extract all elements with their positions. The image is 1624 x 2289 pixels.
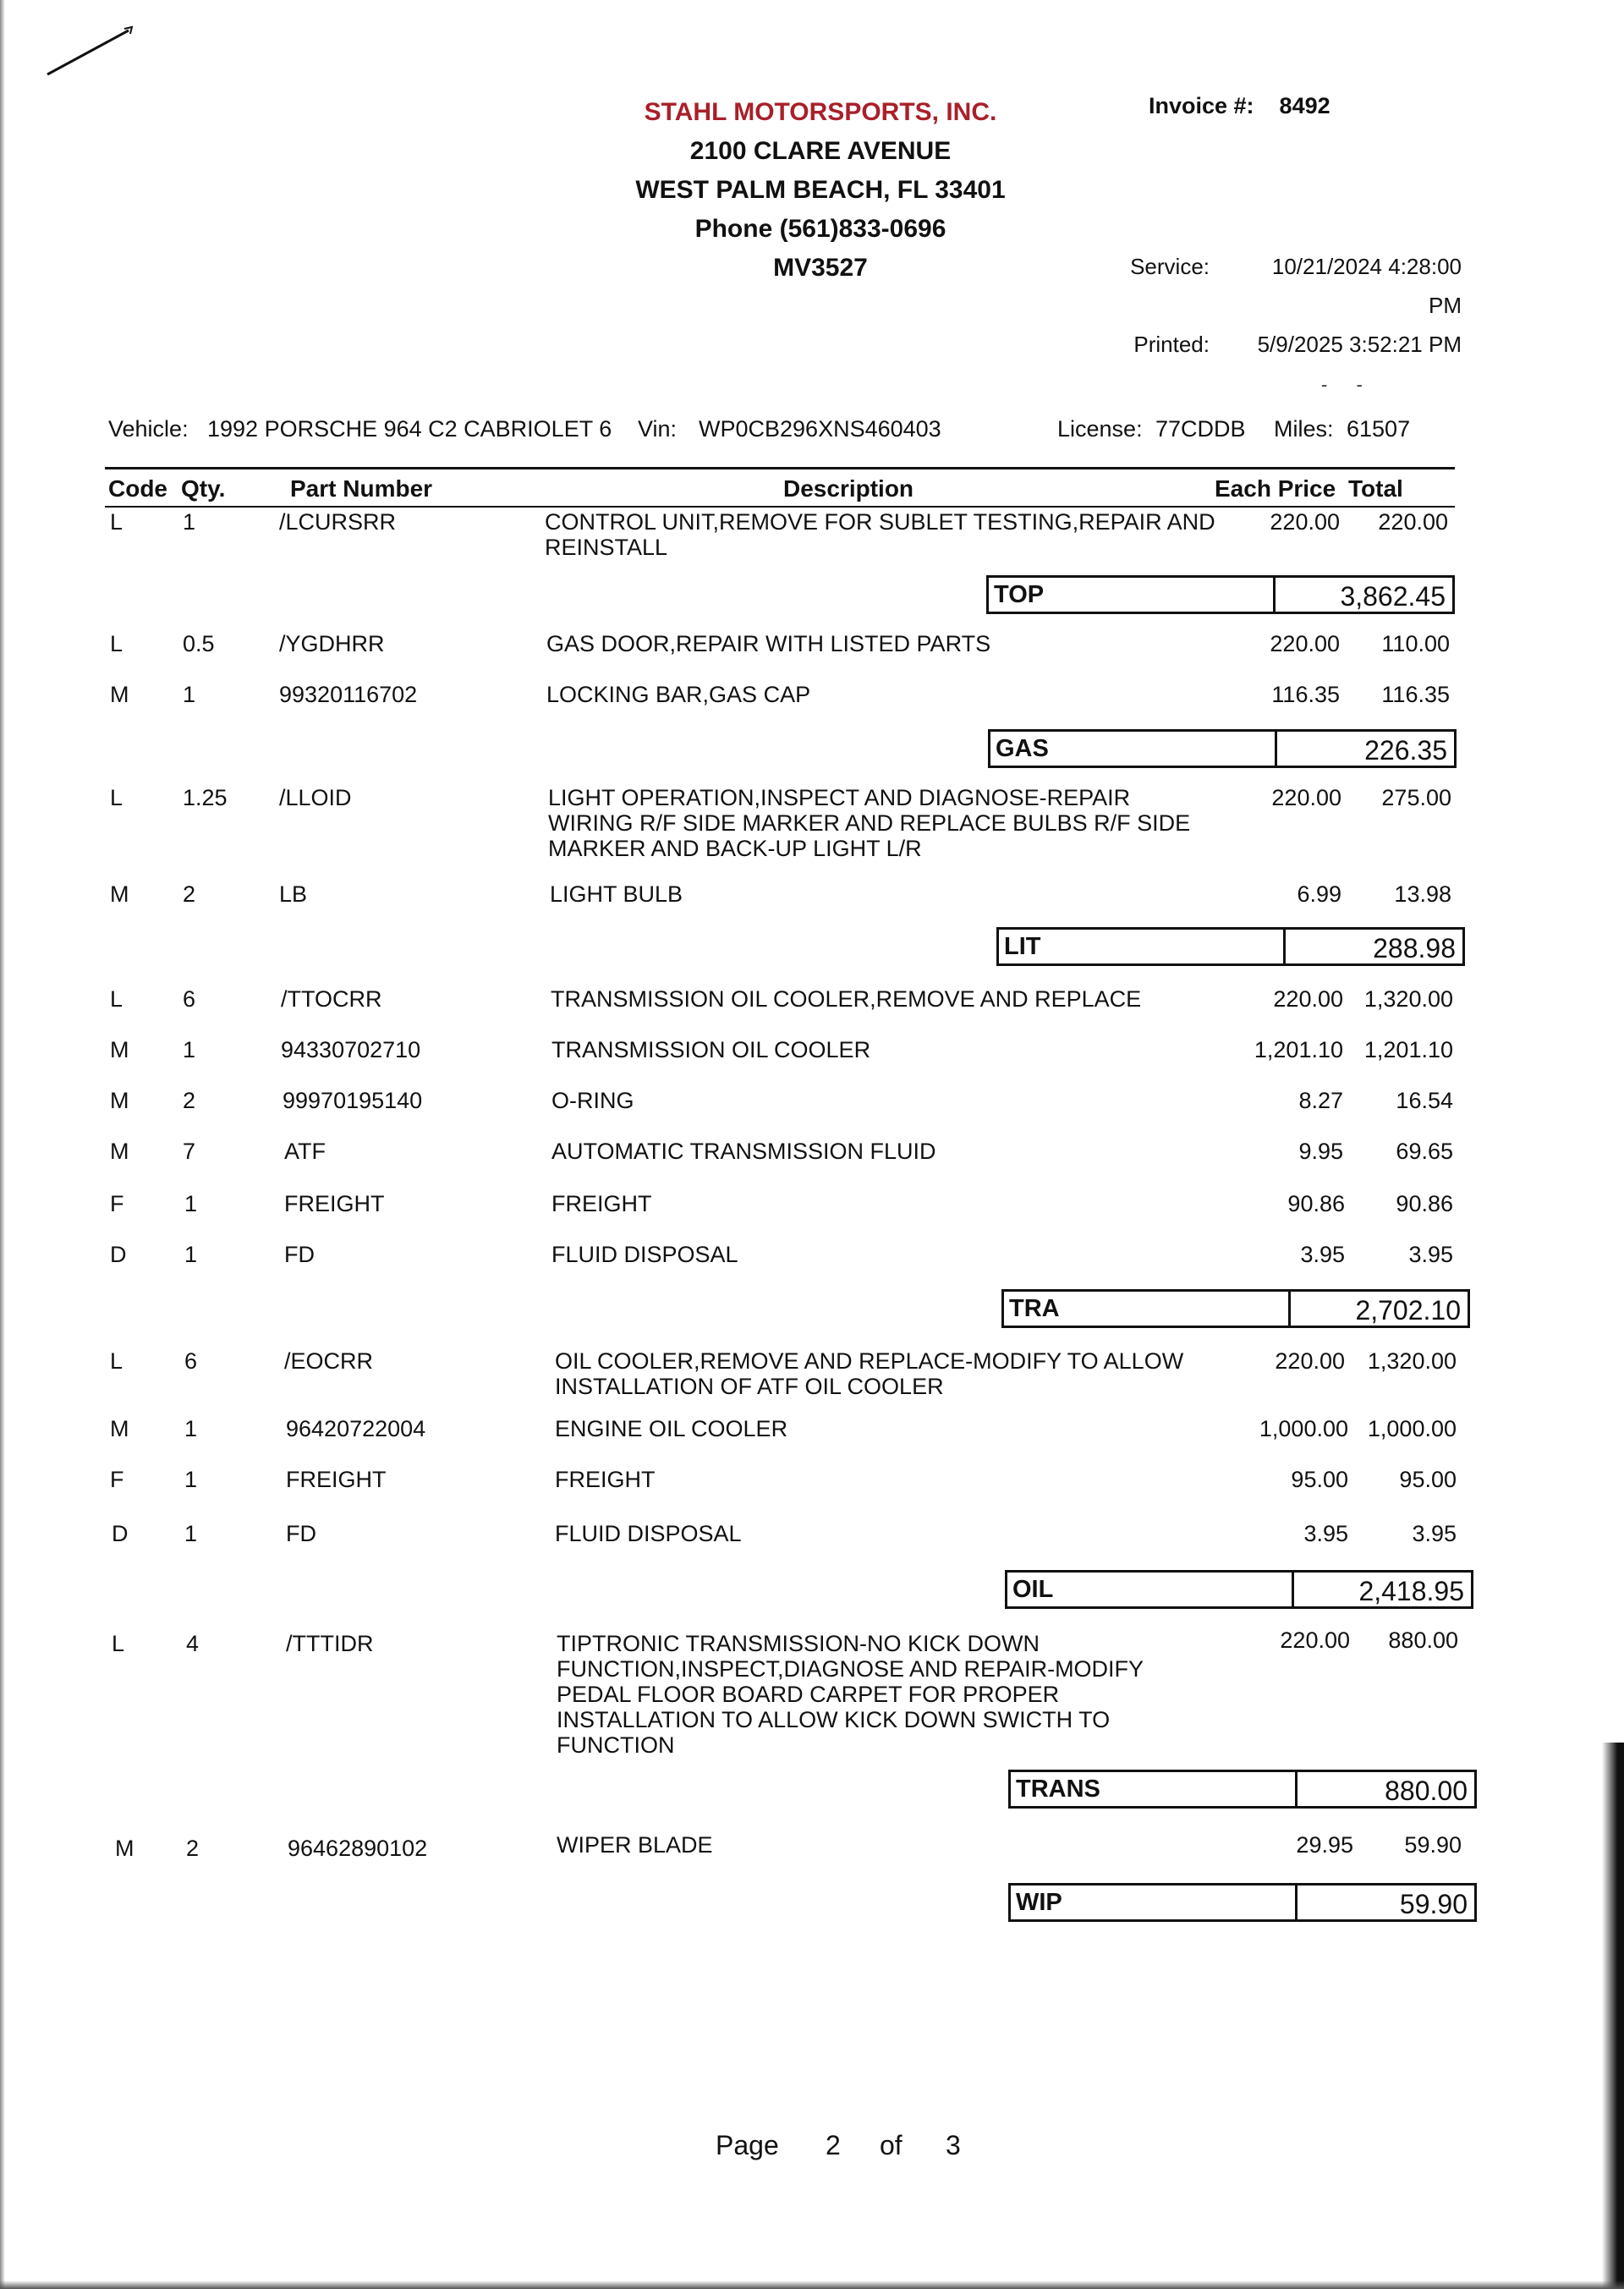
row-part: ATF — [284, 1139, 326, 1164]
row-code: L — [110, 785, 123, 810]
row-code: L — [110, 1348, 123, 1374]
row-description: OIL COOLER,REMOVE AND REPLACE-MODIFY TO ALLOW INSTALLATION OF ATF OIL COOLER — [555, 1348, 1184, 1399]
subtotal-divider — [1275, 732, 1277, 766]
col-header-total: Total — [1348, 475, 1403, 502]
row-description: TIPTRONIC TRANSMISSION-NO KICK DOWN FUNCTION,INSPECT,DIAGNOSE AND REPAIR-MODIFY PEDAL FLOOR BOARD CARPET FOR PROPER INSTALLATION TO ALLOW KICK DOWN SWICTH TO FUNCTION — [557, 1631, 1144, 1758]
miles-label: Miles: — [1274, 416, 1334, 442]
subtotal-value: 3,862.45 — [1340, 581, 1446, 612]
subtotal-trans — [1008, 1770, 1477, 1809]
row-description: GAS DOOR,REPAIR WITH LISTED PARTS — [546, 631, 991, 656]
row-description: FREIGHT — [551, 1191, 652, 1216]
row-code: M — [110, 881, 129, 907]
row-each-price: 90.86 — [1287, 1191, 1345, 1216]
subtotal-divider — [1273, 578, 1276, 612]
row-code: M — [110, 682, 129, 707]
row-description: WIPER BLADE — [557, 1832, 713, 1858]
row-each-price: 220.00 — [1280, 1628, 1350, 1653]
row-qty: 6 — [184, 1348, 198, 1374]
row-description: TRANSMISSION OIL COOLER — [551, 1037, 871, 1062]
row-code: L — [110, 986, 123, 1012]
row-each-price: 116.35 — [1271, 682, 1340, 707]
subtotal-value: 2,418.95 — [1358, 1576, 1464, 1606]
subtotal-wip — [1008, 1883, 1477, 1922]
row-qty: 6 — [183, 986, 196, 1012]
row-total: 3.95 — [1408, 1242, 1453, 1267]
row-total: 3.95 — [1412, 1521, 1457, 1546]
row-qty: 2 — [186, 1836, 200, 1861]
row-each-price: 220.00 — [1273, 986, 1343, 1012]
row-total: 116.35 — [1381, 682, 1450, 707]
subtotal-label: LIT — [1004, 933, 1041, 960]
company-name: STAHL MOTORSPORTS, INC. — [644, 98, 997, 126]
table-top-rule — [105, 467, 1455, 469]
row-qty: 2 — [183, 881, 196, 907]
row-total: 1,320.00 — [1363, 986, 1453, 1012]
subtotal-gas — [988, 729, 1457, 768]
row-code: M — [110, 1037, 129, 1062]
row-total: 110.00 — [1381, 631, 1450, 656]
row-each-price: 3.95 — [1300, 1242, 1345, 1267]
row-description: FLUID DISPOSAL — [555, 1521, 742, 1546]
row-qty: 7 — [183, 1139, 196, 1164]
subtotal-label: TRANS — [1016, 1776, 1100, 1803]
subtotal-value: 59.90 — [1399, 1889, 1468, 1919]
row-each-price: 220.00 — [1270, 631, 1340, 656]
row-description: FLUID DISPOSAL — [551, 1242, 738, 1267]
row-part: 96420722004 — [286, 1416, 426, 1441]
row-each-price: 6.99 — [1297, 881, 1341, 907]
dates-block — [1100, 247, 1462, 364]
row-each-price: 1,000.00 — [1259, 1416, 1348, 1441]
subtotal-divider — [1295, 1772, 1298, 1806]
invoice-label: Invoice #: — [1149, 93, 1254, 118]
row-each-price: 29.95 — [1296, 1832, 1353, 1858]
row-total: 220.00 — [1378, 509, 1448, 535]
license-value: 77CDDB — [1155, 416, 1246, 442]
row-qty: 1 — [183, 682, 196, 707]
row-description: CONTROL UNIT,REMOVE FOR SUBLET TESTING,REPAIR AND REINSTALL — [545, 509, 1215, 560]
row-total: 880.00 — [1388, 1628, 1458, 1653]
row-total: 59.90 — [1404, 1832, 1462, 1858]
invoice-value: 8492 — [1279, 93, 1330, 118]
company-phone: Phone (561)833-0696 — [694, 215, 946, 243]
col-header-part: Part Number — [290, 475, 433, 502]
row-qty: 2 — [183, 1088, 196, 1113]
row-code: M — [110, 1088, 129, 1113]
row-each-price: 8.27 — [1298, 1088, 1343, 1113]
pen-mark — [44, 24, 137, 83]
print-specks: - - — [1321, 374, 1374, 395]
subtotal-lit — [996, 927, 1465, 966]
subtotal-oil — [1005, 1570, 1473, 1609]
page-label: Page — [716, 2130, 779, 2160]
of-label: of — [880, 2130, 903, 2160]
row-each-price: 1,201.10 — [1254, 1037, 1343, 1062]
row-description: TRANSMISSION OIL COOLER,REMOVE AND REPLACE — [551, 986, 1142, 1012]
row-code: L — [110, 509, 123, 535]
row-each-price: 220.00 — [1270, 509, 1340, 535]
row-each-price: 220.00 — [1275, 1348, 1345, 1374]
subtotal-divider — [1292, 1573, 1294, 1606]
scan-shadow-right — [1602, 1743, 1624, 2289]
row-part: /YGDHRR — [279, 631, 385, 656]
row-part: 99320116702 — [279, 682, 418, 707]
row-part: 96462890102 — [288, 1836, 428, 1861]
row-description: LOCKING BAR,GAS CAP — [546, 682, 811, 707]
row-each-price: 220.00 — [1271, 785, 1341, 810]
subtotal-value: 2,702.10 — [1355, 1295, 1461, 1326]
company-mv: MV3527 — [773, 254, 868, 282]
row-part: 99970195140 — [283, 1088, 423, 1113]
subtotal-tra — [1001, 1289, 1470, 1328]
subtotal-value: 226.35 — [1364, 735, 1447, 766]
row-each-price: 3.95 — [1303, 1521, 1348, 1546]
row-code: L — [110, 631, 123, 656]
row-part: FD — [286, 1521, 316, 1546]
subtotal-label: TOP — [994, 581, 1045, 608]
row-total: 275.00 — [1381, 785, 1451, 810]
row-total: 90.86 — [1396, 1191, 1453, 1216]
row-code: F — [110, 1467, 124, 1492]
row-qty: 1 — [184, 1416, 198, 1441]
invoice-number — [1149, 93, 1330, 119]
col-header-description: Description — [783, 475, 914, 502]
subtotal-divider — [1283, 930, 1286, 963]
row-part: /LCURSRR — [279, 509, 397, 535]
row-code: L — [112, 1631, 125, 1656]
subtotal-label: GAS — [996, 735, 1049, 762]
row-qty: 4 — [186, 1631, 200, 1656]
vehicle-label: Vehicle: — [108, 416, 189, 442]
row-part: LB — [279, 881, 308, 907]
row-total: 1,320.00 — [1367, 1348, 1457, 1374]
row-description: FREIGHT — [555, 1467, 656, 1492]
vin-label: Vin: — [638, 416, 678, 442]
row-part: /LLOID — [279, 785, 352, 810]
row-description: LIGHT BULB — [550, 881, 683, 907]
total-pages: 3 — [946, 2130, 961, 2160]
company-street: 2100 CLARE AVENUE — [689, 137, 952, 165]
row-each-price: 95.00 — [1291, 1467, 1348, 1492]
license-label: License: — [1057, 416, 1143, 442]
row-qty: 1 — [184, 1467, 198, 1492]
subtotal-divider — [1295, 1886, 1298, 1919]
subtotal-value: 880.00 — [1385, 1776, 1468, 1806]
row-qty: 1 — [183, 509, 196, 535]
row-each-price: 9.95 — [1298, 1139, 1343, 1164]
miles-value: 61507 — [1347, 416, 1411, 442]
col-header-qty: Qty. — [181, 475, 226, 502]
vehicle-value: 1992 PORSCHE 964 C2 CABRIOLET 6 — [207, 416, 612, 442]
row-part: /TTTIDR — [286, 1631, 374, 1656]
row-code: F — [110, 1191, 124, 1216]
subtotal-label: OIL — [1012, 1576, 1054, 1603]
service-date: 10/21/2024 4:28:00 PM — [1271, 254, 1462, 318]
scan-shadow-bottom — [0, 2281, 1624, 2289]
row-qty: 1 — [183, 1037, 196, 1062]
subtotal-top — [986, 575, 1455, 614]
row-qty: 1 — [184, 1242, 198, 1267]
row-part: /TTOCRR — [281, 986, 382, 1012]
service-label: Service: — [1130, 254, 1210, 279]
row-part: FREIGHT — [286, 1467, 387, 1492]
row-description: AUTOMATIC TRANSMISSION FLUID — [551, 1139, 936, 1164]
row-part: FD — [284, 1242, 315, 1267]
row-qty: 0.5 — [183, 631, 215, 656]
col-header-code: Code — [108, 475, 167, 502]
row-code: D — [112, 1521, 129, 1546]
row-code: D — [110, 1242, 127, 1267]
header-bottom-rule — [105, 506, 1455, 508]
subtotal-label: WIP — [1016, 1889, 1062, 1916]
row-part: FREIGHT — [284, 1191, 385, 1216]
page-number: 2 — [826, 2130, 841, 2160]
printed-date: 5/9/2025 3:52:21 PM — [1257, 332, 1462, 357]
company-city: WEST PALM BEACH, FL 33401 — [635, 176, 1006, 204]
row-description: O-RING — [551, 1088, 634, 1113]
row-total: 1,201.10 — [1363, 1037, 1453, 1062]
row-part: 94330702710 — [281, 1037, 421, 1062]
row-total: 16.54 — [1396, 1088, 1453, 1113]
row-total: 69.65 — [1396, 1139, 1453, 1164]
row-qty: 1 — [184, 1191, 198, 1216]
row-total: 1,000.00 — [1367, 1416, 1457, 1441]
vin-value: WP0CB296XNS460403 — [699, 416, 941, 442]
subtotal-divider — [1288, 1292, 1291, 1326]
row-code: M — [110, 1416, 129, 1441]
row-description: ENGINE OIL COOLER — [555, 1416, 788, 1441]
company-header — [626, 93, 1015, 288]
row-description: LIGHT OPERATION,INSPECT AND DIAGNOSE-REPAIR WIRING R/F SIDE MARKER AND REPLACE BULBS R/F SIDE MARKER AND BACK-UP LIGHT L/R — [548, 785, 1191, 861]
row-part: /EOCRR — [284, 1348, 374, 1374]
row-code: M — [110, 1139, 129, 1164]
row-total: 95.00 — [1399, 1467, 1457, 1492]
row-total: 13.98 — [1394, 881, 1451, 907]
col-header-each-price: Each Price — [1215, 475, 1336, 502]
subtotal-label: TRA — [1009, 1295, 1060, 1322]
row-code: M — [115, 1836, 134, 1861]
row-qty: 1 — [184, 1521, 198, 1546]
subtotal-value: 288.98 — [1373, 933, 1456, 963]
row-qty: 1.25 — [183, 785, 228, 810]
printed-label: Printed: — [1133, 332, 1210, 357]
scan-shadow-left — [0, 0, 5, 2289]
